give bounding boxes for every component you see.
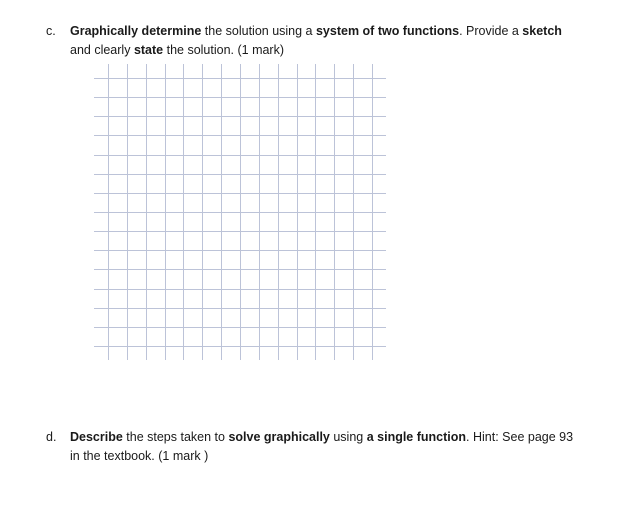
q-d-part: Describe: [70, 430, 123, 444]
q-c-part: state: [133, 43, 164, 57]
graph-paper-grid: [94, 64, 386, 360]
q-c-part: . Provide a: [459, 24, 523, 38]
q-c-part: sketch: [522, 24, 562, 38]
q-d-part: a single function: [366, 430, 467, 444]
q-d-part: . Hint: See page 93 in the textbook. (1 mark ): [70, 430, 574, 463]
q-d-part: solve graphically: [228, 430, 330, 444]
q-c-part: the solution. (1 mark): [163, 43, 285, 57]
q-d-part: using: [329, 430, 367, 444]
q-c-part: and clearly: [70, 43, 134, 57]
question-d-text: [70, 428, 586, 466]
q-c-part: Graphically determine: [70, 24, 202, 38]
q-c-part: system of two functions: [315, 24, 460, 38]
q-c-part: the solution using a: [201, 24, 316, 38]
question-d: [46, 428, 586, 466]
question-c: [46, 22, 586, 60]
question-c-text: [70, 22, 586, 60]
question-d-label: d.: [46, 430, 57, 444]
q-d-part: the steps taken to: [122, 430, 229, 444]
question-c-label: c.: [46, 24, 56, 38]
